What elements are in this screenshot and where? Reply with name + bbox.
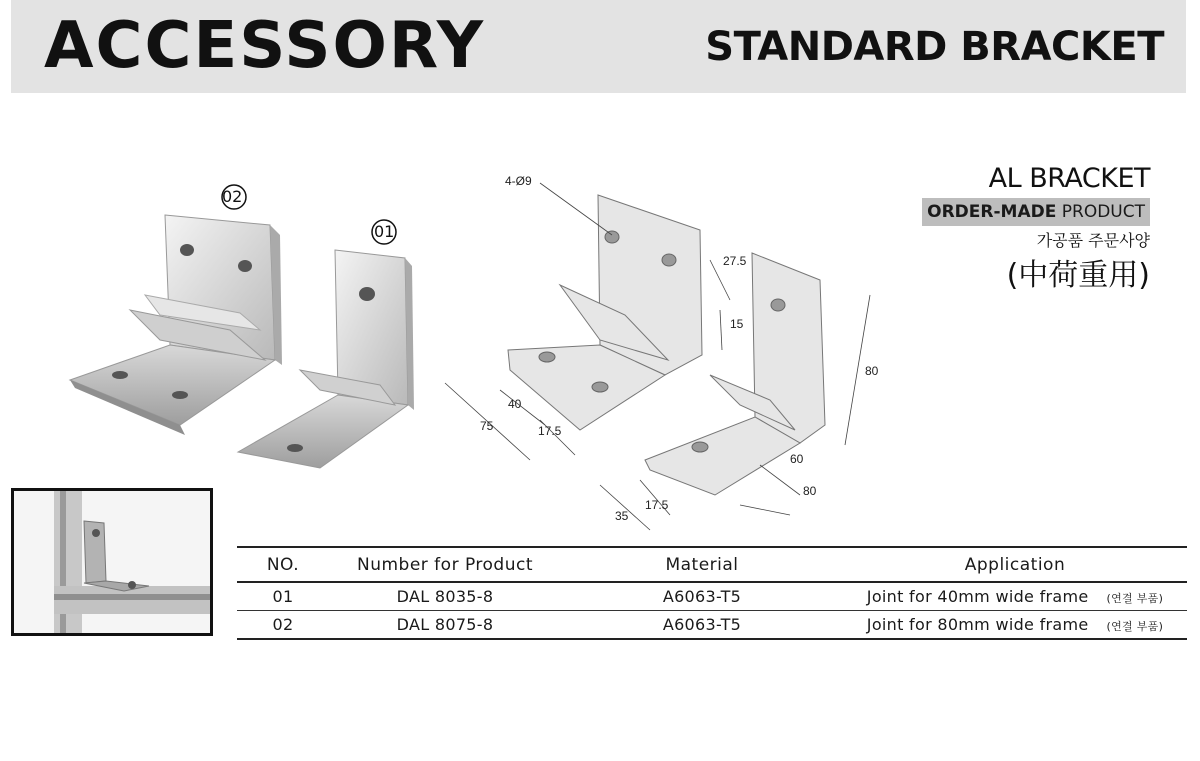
cell-application [843, 582, 1187, 611]
label-02: 02 [220, 183, 240, 205]
dim-15: 15 [730, 317, 744, 331]
header-application: Application [843, 547, 1187, 582]
bracket-photo [60, 170, 420, 470]
load-class: (中荷重用) [1006, 258, 1150, 293]
product-type-title: AL BRACKET [988, 163, 1150, 194]
dim-80-base: 80 [803, 484, 817, 498]
header-number: Number for Product [329, 547, 561, 582]
cell-number: DAL 8035-8 [329, 582, 561, 611]
cell-number: DAL 8075-8 [329, 611, 561, 640]
dim-80-height: 80 [865, 364, 879, 378]
application-note: (연결 부품) [1106, 620, 1164, 633]
dimension-drawing [440, 165, 910, 540]
application-note: (연결 부품) [1106, 592, 1164, 605]
dim-27-5: 27.5 [723, 254, 747, 268]
cell-material: A6063-T5 [561, 582, 843, 611]
dim-60: 60 [790, 452, 804, 466]
cell-material: A6063-T5 [561, 611, 843, 640]
application-text: Joint for 40mm wide frame [866, 587, 1089, 606]
dim-75: 75 [480, 419, 494, 433]
table-header-row [237, 547, 1187, 582]
korean-note: 가공품 주문사양 [1036, 231, 1150, 250]
application-text: Joint for 80mm wide frame [866, 615, 1089, 634]
cell-application [843, 611, 1187, 640]
dim-35: 35 [615, 509, 629, 523]
dim-40: 40 [508, 397, 522, 411]
header-bar [11, 0, 1186, 93]
cell-no: 01 [237, 582, 329, 611]
product-info [890, 162, 1150, 294]
dim-17-5-left: 17.5 [538, 424, 562, 438]
cell-no: 02 [237, 611, 329, 640]
header-material: Material [561, 547, 843, 582]
dim-17-5-right: 17.5 [645, 498, 669, 512]
frame-joint-image [14, 491, 210, 633]
order-made-badge: ORDER-MADE PRODUCT [922, 198, 1150, 226]
spec-table [237, 546, 1187, 640]
table-row [237, 611, 1187, 640]
header-no: NO. [237, 547, 329, 582]
table-row [237, 582, 1187, 611]
label-01: 01 [370, 218, 390, 240]
application-photo [11, 488, 213, 636]
page-title: ACCESSORY [44, 9, 486, 83]
section-title: STANDARD BRACKET [705, 24, 1164, 70]
hole-callout: 4-Ø9 [505, 174, 532, 188]
